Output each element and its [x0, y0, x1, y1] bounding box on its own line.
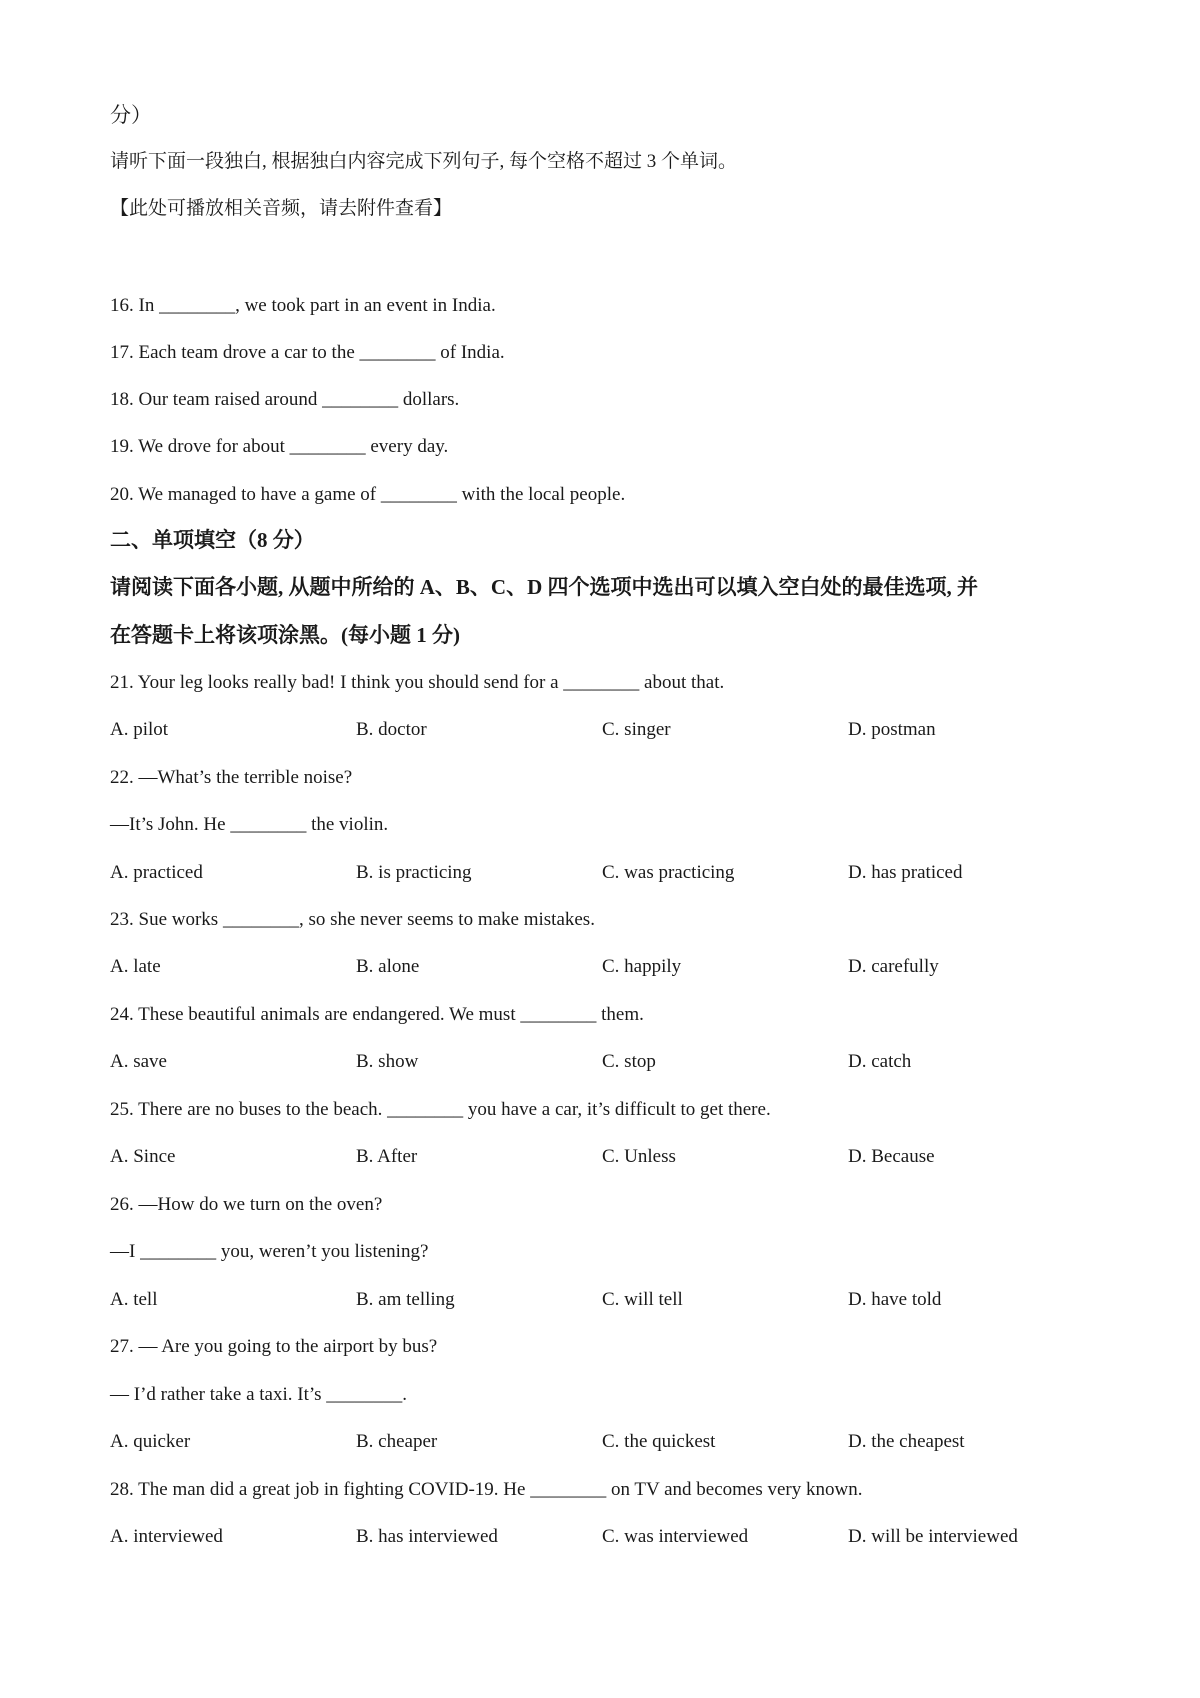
- option-d: D. has praticed: [848, 862, 963, 883]
- listening-item: 19. We drove for about ________ every day.: [110, 436, 449, 457]
- option-c: C. was interviewed: [602, 1526, 749, 1547]
- question-stem: 25. There are no buses to the beach. ________ you have a car, it’s difficult to get there.: [110, 1099, 771, 1120]
- question-stem: 27. — Are you going to the airport by bus?: [110, 1336, 438, 1357]
- option-d: D. postman: [848, 719, 936, 740]
- option-c: C. was practicing: [602, 862, 735, 883]
- option-c: C. the quickest: [602, 1431, 716, 1452]
- listening-item: 20. We managed to have a game of ________ with the local people.: [110, 484, 626, 505]
- option-b: B. am telling: [356, 1289, 455, 1310]
- option-a: A. late: [110, 956, 161, 977]
- option-b: B. is practicing: [356, 862, 472, 883]
- option-b: B. After: [356, 1146, 418, 1167]
- section-title: 二、单项填空（8 分）: [110, 528, 315, 552]
- listening-item: 18. Our team raised around ________ dollars.: [110, 389, 460, 410]
- section-instruction-line2: 在答题卡上将该项涂黑。(每小题 1 分): [110, 623, 460, 647]
- option-c: C. happily: [602, 956, 682, 977]
- option-a: A. practiced: [110, 862, 203, 883]
- option-a: A. Since: [110, 1146, 176, 1167]
- option-c: C. Unless: [602, 1146, 676, 1167]
- option-c: C. will tell: [602, 1289, 683, 1310]
- question-stem-line2: —It’s John. He ________ the violin.: [110, 814, 389, 835]
- option-a: A. interviewed: [110, 1526, 223, 1547]
- option-a: A. quicker: [110, 1431, 191, 1452]
- option-d: D. have told: [848, 1289, 942, 1310]
- option-b: B. cheaper: [356, 1431, 438, 1452]
- section-instruction-line1: 请阅读下面各小题, 从题中所给的 A、B、C、D 四个选项中选出可以填入空白处的最佳选项, 并: [110, 575, 978, 599]
- option-a: A. pilot: [110, 719, 169, 740]
- question-stem: 21. Your leg looks really bad! I think you should send for a ________ about that.: [110, 672, 725, 693]
- option-c: C. stop: [602, 1051, 656, 1072]
- audio-note: 【此处可播放相关音频，请去附件查看】: [110, 198, 453, 219]
- option-d: D. Because: [848, 1146, 935, 1167]
- section-header-tail: 分）: [110, 103, 152, 127]
- question-stem: 23. Sue works ________, so she never seems to make mistakes.: [110, 909, 595, 930]
- option-d: D. catch: [848, 1051, 912, 1072]
- option-d: D. the cheapest: [848, 1431, 965, 1452]
- question-stem-line2: — I’d rather take a taxi. It’s ________.: [110, 1384, 408, 1405]
- listening-instruction: 请听下面一段独白, 根据独白内容完成下列句子, 每个空格不超过 3 个单词。: [110, 151, 738, 172]
- question-stem-line2: —I ________ you, weren’t you listening?: [110, 1241, 429, 1262]
- option-d: D. carefully: [848, 956, 939, 977]
- option-a: A. save: [110, 1051, 167, 1072]
- option-d: D. will be interviewed: [848, 1526, 1018, 1547]
- option-a: A. tell: [110, 1289, 158, 1310]
- option-b: B. has interviewed: [356, 1526, 498, 1547]
- question-stem: 22. —What’s the terrible noise?: [110, 767, 353, 788]
- listening-item: 17. Each team drove a car to the ________ of India.: [110, 342, 505, 363]
- question-stem: 26. —How do we turn on the oven?: [110, 1194, 383, 1215]
- question-stem: 24. These beautiful animals are endangered. We must ________ them.: [110, 1004, 644, 1025]
- question-stem: 28. The man did a great job in fighting COVID-19. He ________ on TV and becomes very known.: [110, 1479, 863, 1500]
- listening-item: 16. In ________, we took part in an event in India.: [110, 295, 496, 316]
- option-b: B. doctor: [356, 719, 427, 740]
- option-b: B. show: [356, 1051, 419, 1072]
- option-c: C. singer: [602, 719, 671, 740]
- option-b: B. alone: [356, 956, 420, 977]
